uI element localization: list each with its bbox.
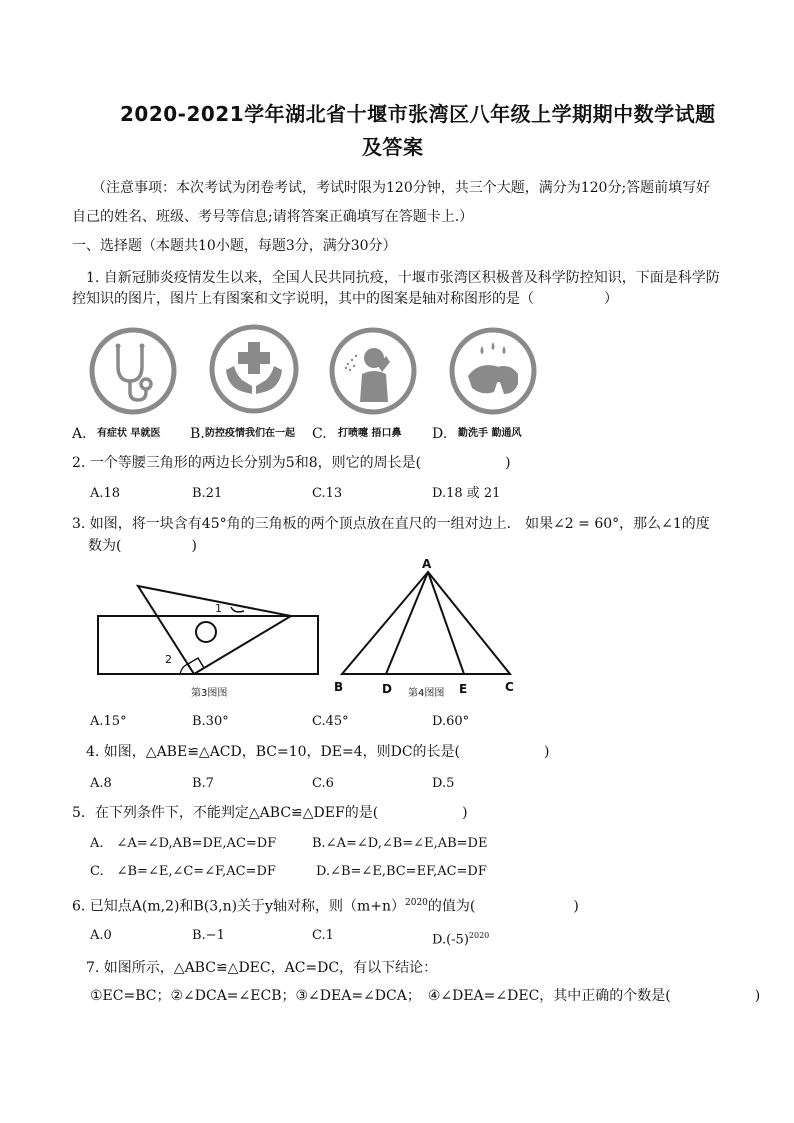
q6-option-c: C.1 [312, 928, 334, 943]
q2-option-b: B.21 [192, 486, 223, 501]
notice-line-2: 自己的姓名、班级、考号等信息;请将答案正确填写在答题卡上.） [72, 209, 474, 225]
q7-stem-line-2: ①EC=BC；②∠DCA=∠ECB；③∠DEA=∠DCA； ④∠DEA=∠DEC，其中正确的个数是( ) [90, 988, 761, 1004]
fig4-label-c: C [505, 680, 514, 694]
q6-option-d-text: D.(-5) [432, 932, 469, 948]
fig3-angle-1-label: 1 [215, 602, 222, 615]
q2-option-c: C.13 [312, 486, 343, 501]
page-title-cont: 及答案 [362, 135, 424, 159]
q6-option-d [432, 926, 489, 950]
q1-option-d-letter: D. [432, 426, 448, 442]
q2-stem: 2. 一个等腰三角形的两边长分别为5和8，则它的周长是( ) [72, 455, 511, 471]
sneeze-icon [328, 326, 418, 416]
q6-exponent: 2020 [405, 898, 428, 908]
q3-option-a: A.15° [90, 714, 127, 729]
fig4-label-e: E [459, 682, 468, 696]
handwash-icon [448, 326, 538, 416]
q1-stem-line-1: 1. 自新冠肺炎疫情发生以来，全国人民共同抗疫，十堰市张湾区积极普及科学防控知识，下面是科学防 [86, 270, 720, 286]
q1-option-d-caption: 勤洗手 勤通风 [458, 428, 522, 439]
q4-option-b: B.7 [192, 776, 214, 791]
q5-option-a: A. ∠A=∠D,AB=DE,AC=DF [90, 836, 277, 851]
q1-option-c-caption: 打喷嚏 捂口鼻 [338, 428, 402, 439]
q4-option-c: C.6 [312, 776, 334, 791]
q6-option-a: A.0 [90, 928, 112, 943]
fig3-angle-2-label: 2 [165, 653, 172, 666]
figure-4 [338, 566, 518, 678]
fig4-label-a: A [422, 557, 432, 571]
q3-option-d: D.60° [432, 714, 470, 729]
q2-option-d: D.18 或 21 [432, 486, 501, 501]
q6-stem-text: 6. 已知点A(m,2)和B(3,n)关于y轴对称，则（m+n） [72, 898, 405, 915]
q1-option-b-letter: B. [190, 426, 205, 442]
fig4-label-b: B [334, 680, 344, 694]
q1-stem-line-2: 控知识的图片，图片上有图案和文字说明，其中的图案是轴对称图形的是（ ） [72, 291, 618, 307]
q7-stem-line-1: 7. 如图所示，△ABC≌△DEC，AC=DC，有以下结论： [86, 960, 438, 976]
q4-option-d: D.5 [432, 776, 455, 791]
q5-option-d: D.∠B=∠E,BC=EF,AC=DF [316, 864, 487, 879]
q1-option-c-letter: C. [312, 426, 327, 442]
q6-option-d-exponent: 2020 [468, 931, 490, 940]
q6-stem [72, 893, 579, 917]
q2-option-a: A.18 [90, 486, 121, 501]
q5-stem: 5．在下列条件下，不能判定△ABC≌△DEF的是( ) [72, 805, 468, 821]
fig4-label-d: D [382, 682, 392, 696]
stethoscope-icon [88, 326, 178, 416]
q5-option-c: C. ∠B=∠E,∠C=∠F,AC=DF [90, 864, 276, 879]
q1-option-a-letter: A. [72, 426, 87, 442]
notice-line-1: （注意事项：本次考试为闭卷考试，考试时限为120分钟，共三个大题，满分为120分;答题前填写好 [92, 180, 711, 196]
q3-option-b: B.30° [192, 714, 229, 729]
q3-stem-line-1: 3. 如图，将一块含有45°角的三角板的两个顶点放在直尺的一组对边上. 如果∠2 = 60°，那么∠1的度 [72, 516, 710, 532]
q4-option-a: A.8 [90, 776, 112, 791]
q4-stem: 4. 如图，△ABE≌△ACD，BC=10，DE=4，则DC的长是( ) [86, 744, 550, 760]
q5-option-b: B.∠A=∠D,∠B=∠E,AB=DE [312, 836, 488, 851]
q3-stem-line-2: 数为( ) [88, 538, 197, 554]
q6-option-b: B.−1 [192, 928, 225, 943]
page-title: 2020-2021学年湖北省十堰市张湾区八年级上学期期中数学试题 [120, 102, 716, 126]
figure-3 [96, 580, 322, 700]
fig4-caption: 第4图图 [408, 688, 445, 699]
section-heading: 一、选择题（本题共10小题，每题3分，满分30分） [72, 238, 397, 254]
hands-cross-icon [208, 322, 300, 416]
q6-stem-end: 的值为( ) [427, 898, 579, 915]
q1-option-a-caption: 有症状 早就医 [97, 428, 161, 439]
q3-option-c: C.45° [312, 714, 349, 729]
q1-option-b-caption: 防控疫情我们在一起 [205, 428, 295, 439]
fig3-caption: 第3图图 [191, 688, 228, 699]
